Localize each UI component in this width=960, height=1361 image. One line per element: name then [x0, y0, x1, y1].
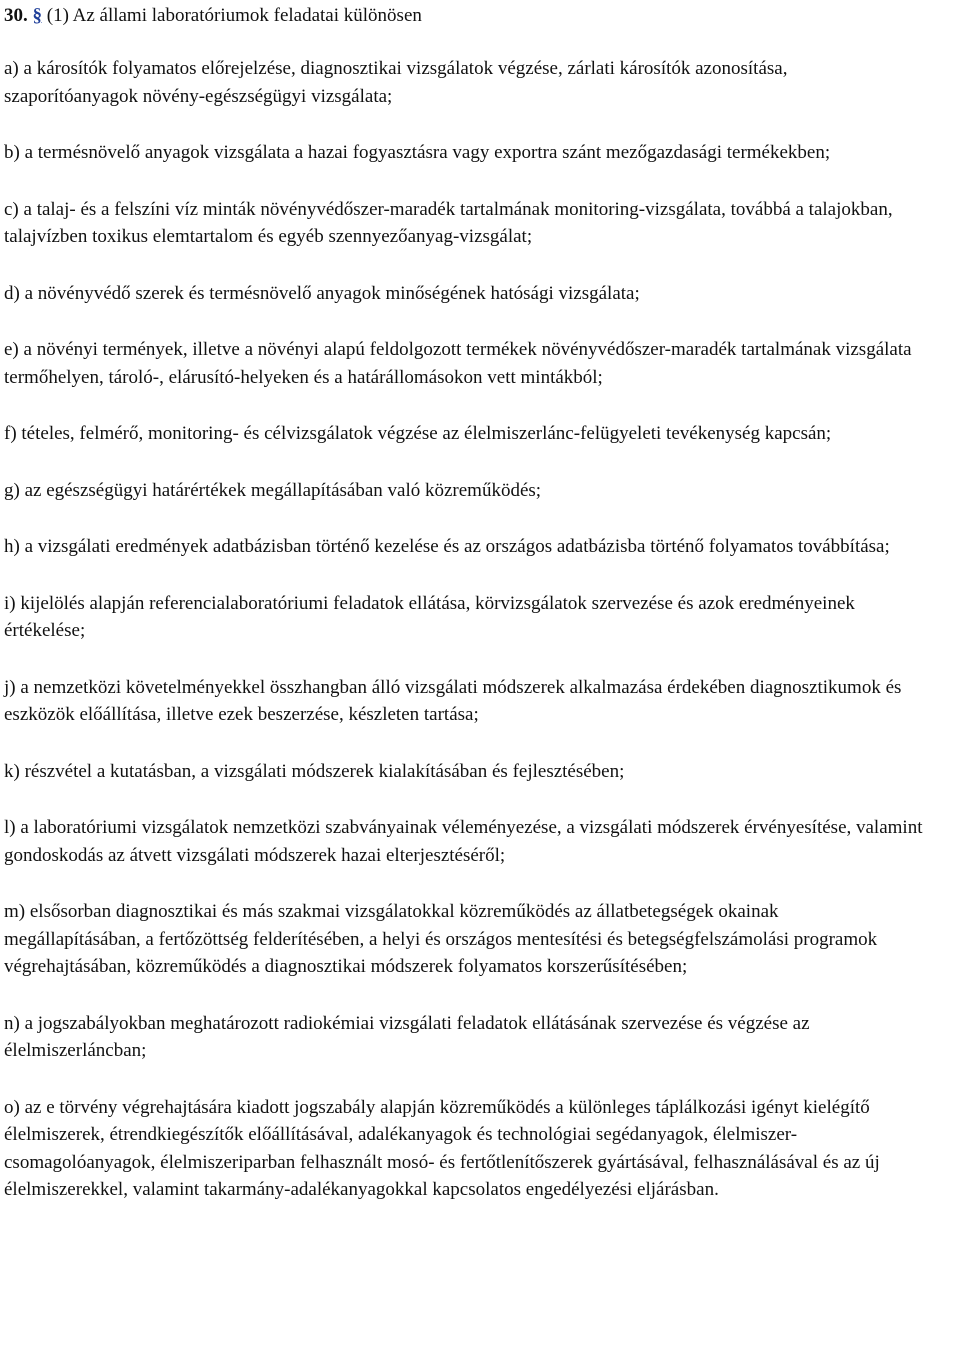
- list-item-f: f) tételes, felmérő, monitoring- és célvizsgálatok végzése az élelmiszerlánc-felügyeleti tevékenység kapcsán;: [4, 423, 832, 444]
- list-item-l: l) a laboratóriumi vizsgálatok nemzetközi szabványainak véleményezése, a vizsgálati módszerek érvényesítése, valamint gondoskodás az átvett vizsgálati módszerek hazai elterjesztéséről;: [4, 817, 923, 866]
- list-item-j: j) a nemzetközi követelményekkel összhangban álló vizsgálati módszerek alkalmazása érdekében diagnosztikumok és eszközök előállítása, illetve ezek beszerzése, készleten tartása;: [4, 676, 902, 725]
- list-item-o: o) az e törvény végrehajtására kiadott jogszabály alapján közreműködés a különleges táplálkozási igényt kielégítő élelmiszerek, étrendkiegészítők előállításával, adalékanyagok és technológiai segédanyagok, élelmiszer- csomagolóanyagok, élelmiszeriparban felhasznált mosó- és fertőtlenítőszerek gyártásával, felhasználásával és az új élelmiszerekkel, valamint takarmány-adalékanyagokkal kapcsolatos engedélyezési eljárásban.: [4, 1096, 880, 1200]
- list-item-a: a) a károsítók folyamatos előrejelzése, diagnosztikai vizsgálatok végzése, zárlati károsítók azonosítása, szaporítóanyagok növény-egészségügyi vizsgálata;: [4, 58, 788, 107]
- list-item-c: c) a talaj- és a felszíni víz minták növényvédőszer-maradék tartalmának monitoring-vizsgálata, továbbá a talajokban, talajvízben toxikus elemtartalom és egyéb szennyezőanyag-vizsgálat;: [4, 198, 893, 247]
- list-item-h: h) a vizsgálati eredmények adatbázisban történő kezelése és az országos adatbázisba történő folyamatos továbbítása;: [4, 536, 890, 557]
- section-number: 30.: [4, 5, 28, 26]
- section-heading: [4, 0, 959, 29]
- section-sign-link[interactable]: §: [32, 5, 42, 26]
- list-item-m: m) elsősorban diagnosztikai és más szakmai vizsgálatokkal közreműködés az állatbetegségek okainak megállapításában, a fertőzöttség felderítésében, a helyi és országos mentesítési és betegségfelszámolási programok végrehajtásában, közreműködés a diagnosztikai módszerek folyamatos korszerűsítésében;: [4, 901, 878, 977]
- list-item-i: i) kijelölés alapján referencialaboratóriumi feladatok ellátása, körvizsgálatok szervezése és azok eredményeinek értékelése;: [4, 592, 855, 641]
- list-item-d: d) a növényvédő szerek és termésnövelő anyagok minőségének hatósági vizsgálata;: [4, 282, 640, 304]
- list-item-b: b) a termésnövelő anyagok vizsgálata a hazai fogyasztásra vagy exportra szánt mezőgazdasági termékekben;: [4, 142, 831, 163]
- document-body: [4, 0, 959, 1204]
- list-item-g: g) az egészségügyi határértékek megállapításában való közreműködés;: [4, 479, 542, 501]
- list-item-e: e) a növényi termények, illetve a növényi alapú feldolgozott termékek növényvédőszer-maradék tartalmának vizsgálata termőhelyen, tároló-, elárusító-helyeken és a határállomásokon vett mintákból;: [4, 339, 912, 388]
- list-item-n: n) a jogszabályokban meghatározott radiokémiai vizsgálati feladatok ellátásának szervezése és végzése az élelmiszerláncban;: [4, 1012, 810, 1061]
- section-heading-text: (1) Az állami laboratóriumok feladatai különösen: [42, 5, 422, 26]
- list-item-k: k) részvétel a kutatásban, a vizsgálati módszerek kialakításában és fejlesztésében;: [4, 760, 625, 782]
